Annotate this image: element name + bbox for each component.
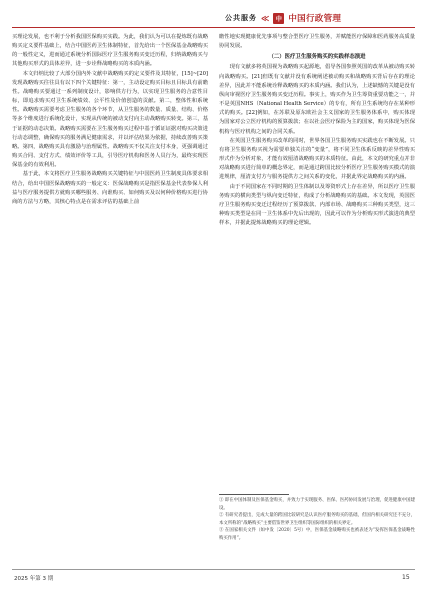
magazine-logo-icon: 中 (273, 13, 284, 24)
page-number: 15 (402, 574, 410, 581)
paragraph: 基于此，本文将医疗卫生服务战略购买关键特征与中国医药卫生制度具体要求相结合，给出中国医保战略购买的一般定义：医保战略购买是指医保基金代表参保人利益与医疗服务提供方就购买哪些服务、向谁购买、如何购买及以何种价格购买进行协商的方法与方略，其核心特点是在需求评估的基础上前 (12, 171, 208, 205)
magazine-title: 中国行政管理 (288, 14, 342, 24)
paragraph: 本文归纳比较了大部分国内外文献中战略购买的定义要件及其特征，[15]~[20]发现战略购买往往具有以下四个关键特征：第一，主动设定购买目标且目标具有前瞻性。战略购买要通过一系列制度设计，影响供方行为，以实现卫生服务的合意性目标，即追求购买对卫生系统绩效、公平性及价值创造的贡献。第二，整体性和系统性。战略购买需要考虑卫生服务的各个环节，从卫生服务的数量、质量、结构、价格等多个维度进行系统化设计，实现从传统的被动支付向主动战略购买转变。第三，基于证据的动态决策。战略购买需要在卫生服务购买过程中基于循证证据对购买决策进行动态调整，确保购买的服务满足健康需求，并以评估结果为依据，持续改善购买策略。第四，战略购买具有激励与治理属性。战略购买不仅关注支付本身，更强调通过购买合同、支付方式、绩效评价等工具，引导医疗机构和医务人员行为，最终实现医保基金的有效利用。 (12, 70, 208, 169)
footer-divider (12, 569, 415, 570)
footnote: ③ 在国家相关文件（如中发〔2020〕5号）中，医保基金战略购买也被表述为“发挥医保基金战略性购买作用”。 (219, 528, 415, 541)
paragraph: 由于不同国家在不同时期的卫生体制以及筹资形式上存在差异，所以医疗卫生服务购买的横向类型与纵向变迁特征，构成了分析战略购买的基础。本文发现，英国医疗卫生服务购买变迁过程经历了预算拨款、内部市场、战略购买三种购买类型，这三种购买类型是在同一卫生体系中先后出现的，因此可以作为分析购买形式演进的典型样本，并据此提炼战略购买的理论逻辑。 (219, 183, 415, 227)
footnote: ① 即在中国体制及医保基金购买，并致力于实现服务、医保、医药协同发展与治理，促进健康中国建设。 (219, 498, 415, 511)
footnotes (219, 497, 415, 543)
issue-label: 2025 年第 3 期 (14, 576, 54, 582)
paragraph: 瞻性地实现健康优先事项与整合型医疗卫生服务，并赋能医疗保障和医药服务高质量协同发展。 (219, 34, 415, 50)
paragraph: 买理论发展，也不利于分析我国医保购买实践。为此，我们认为可以在提炼既有战略购买定义要件基础上，结合中国医药卫生体制特征，首先给出一个医保基金战略购买的一般性定义，进而通过系统分析国际医疗卫生服务购买变迁历程，归纳战略购买与其他购买形式的具体差异，进一步诠释战略购买的本质内涵。 (12, 34, 208, 68)
left-column (12, 33, 208, 207)
paragraph: 现有文献多将英国视为战略购买起源地，倡导各国参照英国的改革从被动购买转向战略购买。[21]但既有文献并没有系统阐述被动购买和战略购买背后存在的理论差异，因此并不能系统诠释战略购买的本质内涵。我们认为，上述缺憾的关键是没有纵向审视医疗卫生服务购买变迁历程。事实上，购买作为卫生筹资重要功能之一，并不是英国NHS（National Health Service）的专有，所有卫生系统均存在某种形式的购买。[22]例如，在苏联及原东欧社会主义国家的卫生服务体系中，购买体现为国家对公立医疗机构的预算拨款；在以社会医疗保险为主的国家，购买体现为医保机构与医疗机构之间的合同关系。 (219, 64, 415, 135)
page-header (225, 12, 415, 24)
footnote-divider (219, 494, 289, 495)
footnote: ② 有研究者提出，完成大量的跨国比较研究是认识医疗服务购买的基础，但国内相关研究还不充分，本文所称的“战略购买”主要借鉴世界卫生组织等国际组织的相关界定。 (219, 513, 415, 526)
section-label: 公共服务 (225, 14, 257, 22)
chevron-left-icon: ≪ (261, 13, 270, 23)
right-column (219, 33, 415, 228)
paragraph: 在英国卫生服务购买改革的同时，世界各国卫生服务购买实践也在不断发展。只有将卫生服务购买视为需要单独关注的“变量”，将不同卫生体系反映的差异性购买形式作为分析对象，才能有效厘清战略购买的本质特征。由此，本文的研究重点并非对战略购买进行简单的概念界定，而是通过跨国比较分析医疗卫生服务购买模式的演进规律，厘清支付方与服务提供方之间关系的变化，并据此界定战略购买的内涵。 (219, 137, 415, 181)
section-subheading: （二）医疗卫生服务购买的实践样态演进 (268, 54, 366, 61)
header-divider (12, 27, 415, 28)
